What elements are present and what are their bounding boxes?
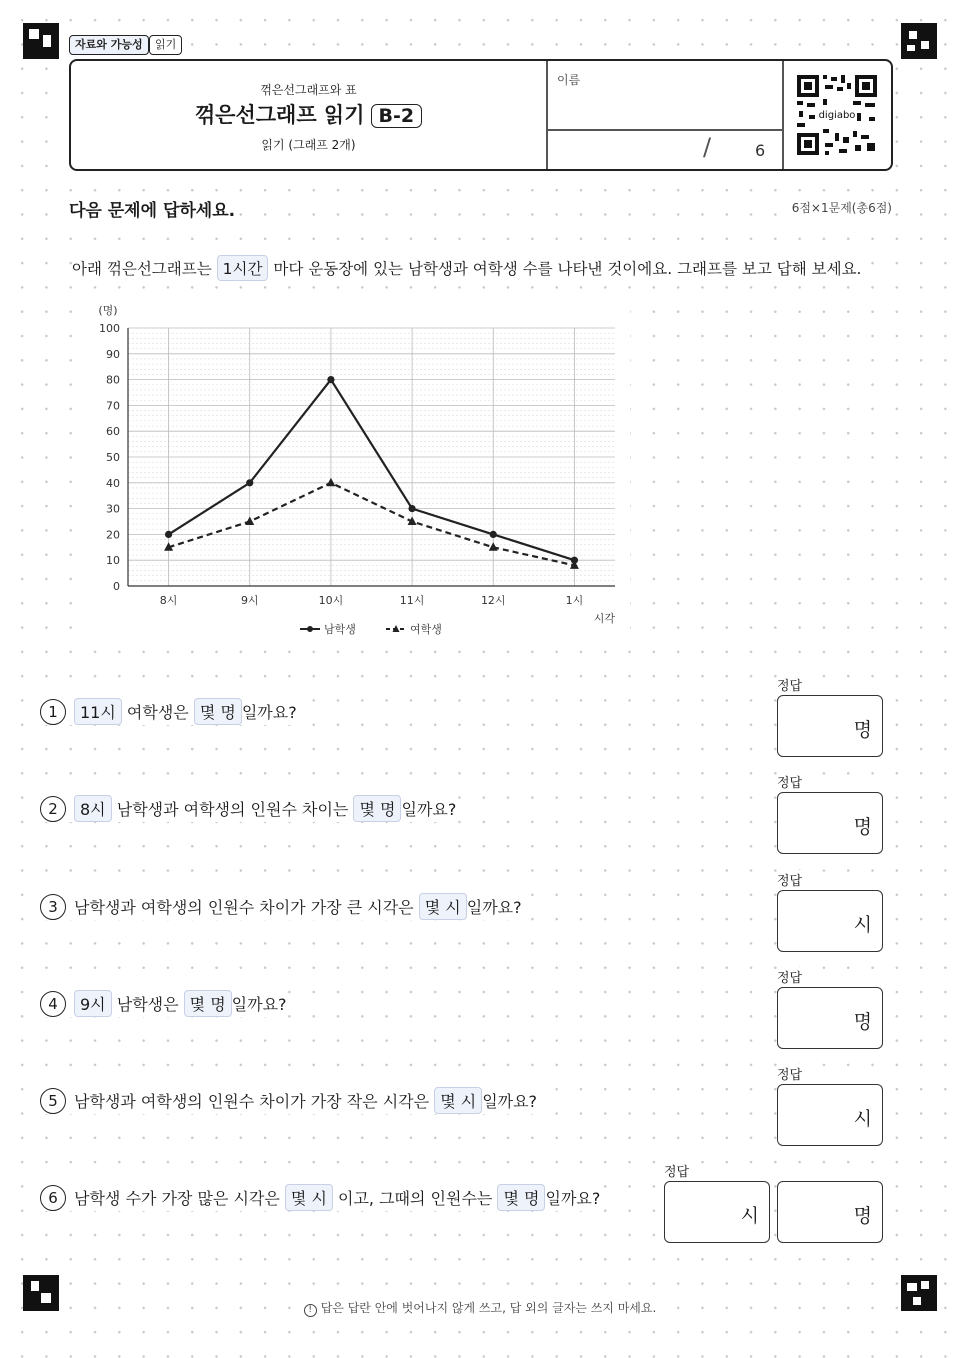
y-tick-label: 20 <box>106 528 120 542</box>
question-text-mid: 남학생은 <box>116 995 179 1014</box>
answer-label: 정답 <box>664 1161 689 1180</box>
warning-icon: ! <box>304 1304 317 1317</box>
data-point-circle <box>246 479 253 486</box>
answer-unit: 명 <box>853 719 872 741</box>
instruction: 다음 문제에 답하세요. <box>69 196 235 221</box>
question-highlight-1: 11시 <box>74 698 122 725</box>
data-point-circle <box>408 505 415 512</box>
answer-unit: 명 <box>853 816 872 838</box>
question-text-post: 일까요? <box>231 995 287 1014</box>
subject-tag: 자료와 가능성 <box>69 35 149 55</box>
corner-marker-top-left <box>23 23 59 59</box>
score-total: 6 <box>755 141 766 160</box>
data-point-circle <box>327 376 334 383</box>
y-axis-label: (명) <box>98 304 118 317</box>
question-number: 6 <box>40 1185 66 1211</box>
y-tick-label: 90 <box>106 347 120 361</box>
y-tick-label: 80 <box>106 373 120 387</box>
question-text-pre: 남학생과 여학생의 인원수 차이가 가장 작은 시각은 <box>74 1092 430 1111</box>
question-5 <box>40 1087 537 1114</box>
question-highlight-2: 몇 시 <box>419 893 467 920</box>
description-post: 마다 운동장에 있는 남학생과 여학생 수를 나타낸 것이에요. 그래프를 보고 답해 보세요. <box>273 260 862 278</box>
question-highlight-1: 9시 <box>74 990 112 1017</box>
qr-divider <box>782 61 784 169</box>
footer-note <box>0 1299 960 1317</box>
question-number: 5 <box>40 1088 66 1114</box>
data-point-triangle <box>489 542 498 551</box>
series-line-1 <box>169 380 575 561</box>
answer-label: 정답 <box>777 772 802 791</box>
answer-box[interactable] <box>777 1181 883 1243</box>
header-subtitle: 꺾은선그래프와 표 <box>260 83 357 97</box>
question-number: 1 <box>40 699 66 725</box>
question-text-mid: 이고, 그때의 인원수는 <box>338 1189 493 1208</box>
question-text-pre: 남학생과 여학생의 인원수 차이가 가장 큰 시각은 <box>74 898 414 917</box>
type-tag: 읽기 <box>149 35 182 55</box>
x-tick-label: 9시 <box>240 594 259 607</box>
question-highlight-2: 몇 시 <box>434 1087 482 1114</box>
answer-unit: 명 <box>853 1205 872 1227</box>
y-tick-label: 0 <box>113 580 120 593</box>
question-number: 2 <box>40 796 66 822</box>
answer-label: 정답 <box>777 1064 802 1083</box>
corner-marker-top-right <box>901 23 937 59</box>
question-number: 3 <box>40 894 66 920</box>
y-tick-label: 100 <box>99 322 120 335</box>
description <box>72 255 861 281</box>
question-4 <box>40 990 287 1017</box>
data-point-triangle <box>326 478 335 487</box>
y-tick-label: 10 <box>106 554 120 568</box>
answer-label: 정답 <box>777 967 802 986</box>
description-interval: 1시간 <box>217 255 269 281</box>
answer-unit: 시 <box>740 1205 759 1227</box>
answer-box[interactable] <box>777 695 883 757</box>
x-tick-label: 12시 <box>480 594 506 607</box>
answer-label: 정답 <box>777 870 802 889</box>
question-text-post: 일까요? <box>545 1189 601 1208</box>
answer-unit: 시 <box>853 1108 872 1130</box>
qr-label: digiabo <box>818 110 856 121</box>
y-tick-label: 60 <box>106 425 120 439</box>
y-tick-label: 70 <box>106 399 120 413</box>
data-point-triangle <box>245 517 254 526</box>
question-3 <box>40 893 522 920</box>
x-tick-label: 11시 <box>399 594 425 607</box>
title-text: 꺾은선그래프 읽기 <box>194 103 365 127</box>
name-divider <box>546 61 548 169</box>
question-2 <box>40 795 456 822</box>
qr-code <box>795 73 879 157</box>
data-point-circle <box>165 531 172 538</box>
answer-box[interactable] <box>777 987 883 1049</box>
question-highlight-2: 몇 명 <box>353 795 401 822</box>
x-tick-label: 1시 <box>565 594 584 607</box>
question-highlight-1: 8시 <box>74 795 112 822</box>
question-highlight-2: 몇 명 <box>497 1184 545 1211</box>
y-tick-label: 40 <box>106 476 120 490</box>
question-6 <box>40 1184 600 1211</box>
footer-text: 답은 답란 안에 벗어나지 않게 쓰고, 답 외의 글자는 쓰지 마세요. <box>320 1301 657 1315</box>
question-text-post: 일까요? <box>466 898 522 917</box>
answer-unit: 시 <box>853 914 872 936</box>
header-sub: 읽기 (그래프 2개) <box>261 138 356 152</box>
worksheet-header <box>69 59 893 171</box>
legend-label: 여학생 <box>410 623 442 636</box>
question-1 <box>40 698 297 725</box>
x-axis-label: 시각 <box>593 612 615 625</box>
answer-box[interactable] <box>777 1084 883 1146</box>
question-text-mid: 여학생은 <box>126 703 189 722</box>
question-highlight-1: 몇 시 <box>285 1184 333 1211</box>
question-highlight-2: 몇 명 <box>184 990 232 1017</box>
answer-box[interactable] <box>777 890 883 952</box>
question-text-pre: 남학생 수가 가장 많은 시각은 <box>74 1189 280 1208</box>
y-tick-label: 30 <box>106 502 120 516</box>
line-chart-svg <box>90 298 630 648</box>
description-pre: 아래 꺾은선그래프는 <box>72 260 212 278</box>
legend-label: 남학생 <box>324 623 356 636</box>
x-tick-label: 10시 <box>318 594 344 607</box>
y-tick-label: 50 <box>106 451 120 464</box>
question-text-post: 일까요? <box>401 800 457 819</box>
name-label: 이름 <box>557 73 581 87</box>
answer-box[interactable] <box>777 792 883 854</box>
name-score-divider <box>546 129 782 131</box>
points-info: 6점×1문제(총6점) <box>791 201 892 215</box>
question-number: 4 <box>40 991 66 1017</box>
line-chart <box>90 298 630 648</box>
answer-box[interactable] <box>664 1181 770 1243</box>
legend-marker <box>307 626 313 632</box>
question-text-post: 일까요? <box>482 1092 538 1111</box>
question-text-mid: 남학생과 여학생의 인원수 차이는 <box>116 800 349 819</box>
x-tick-label: 8시 <box>159 594 178 607</box>
score-slash: / <box>703 133 712 161</box>
answer-unit: 명 <box>853 1011 872 1033</box>
question-text-post: 일까요? <box>241 703 297 722</box>
question-highlight-2: 몇 명 <box>194 698 242 725</box>
worksheet-code: B-2 <box>371 104 423 128</box>
data-point-circle <box>490 531 497 538</box>
answer-label: 정답 <box>777 675 802 694</box>
page-title <box>71 99 546 129</box>
